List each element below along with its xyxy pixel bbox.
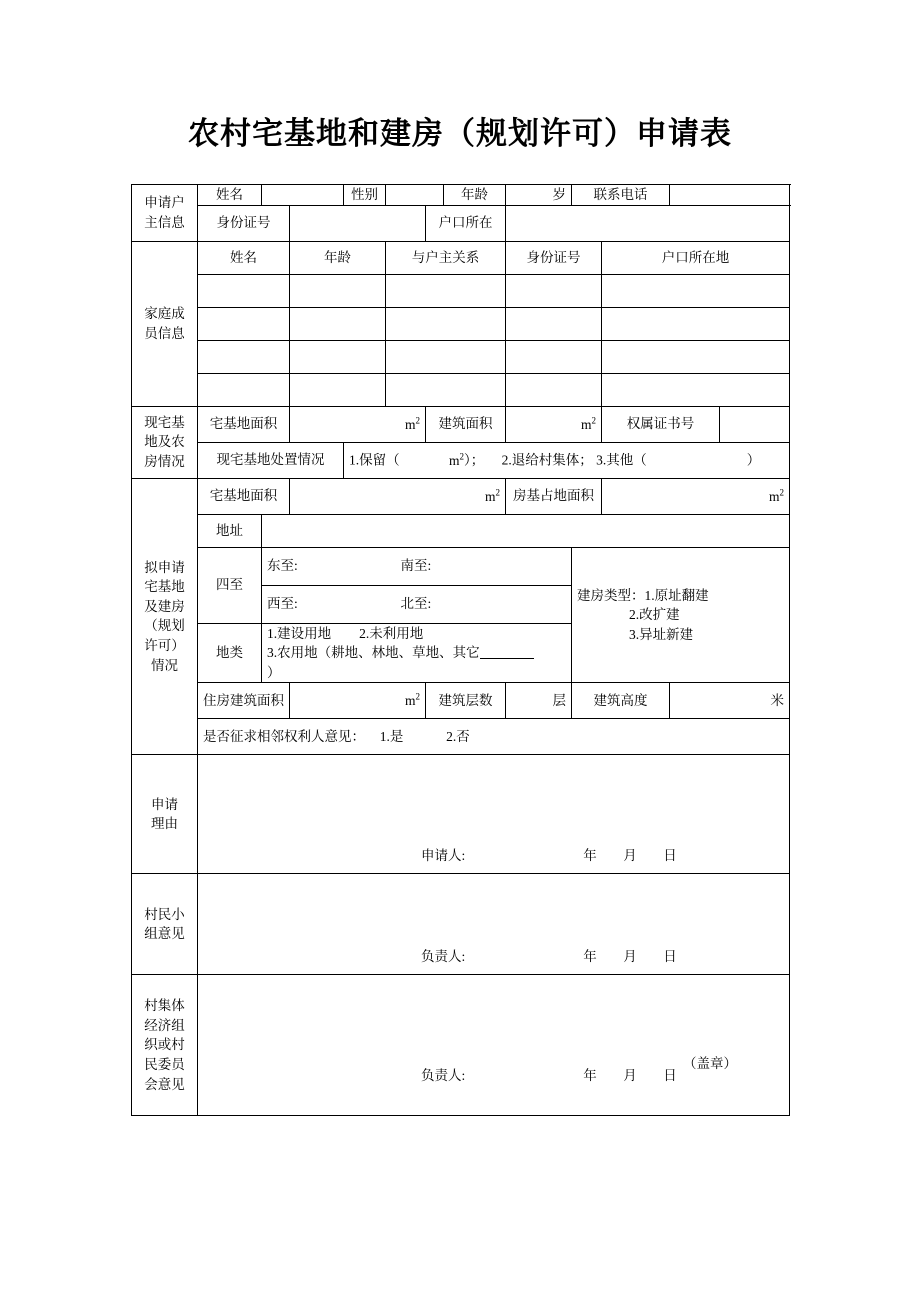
table-row [132, 205, 790, 241]
label-building-height: 建筑高度 [572, 683, 670, 719]
section-label-family-members: 家庭成 员信息 [132, 241, 198, 406]
label-proposed-address: 地址 [198, 514, 262, 547]
field-applicant-name[interactable] [262, 185, 344, 206]
date-month-label: 月 [623, 847, 638, 863]
label-proposed-homestead-area: 宅基地面积 [198, 478, 290, 514]
field-member-relation[interactable] [386, 307, 506, 340]
field-boundary-east-south[interactable] [262, 547, 572, 585]
options-neighbor-consent[interactable] [198, 719, 790, 755]
table-row [132, 185, 790, 206]
field-existing-building-area[interactable] [506, 406, 602, 442]
land-type-line-2 [267, 643, 566, 663]
build-type-options[interactable] [572, 547, 790, 683]
field-member-age[interactable] [290, 274, 386, 307]
table-row [132, 340, 790, 373]
field-certificate-number[interactable] [720, 406, 790, 442]
field-building-height[interactable] [670, 683, 790, 719]
application-reason-signature-row [203, 846, 784, 866]
label-applicant-residence: 户口所在 [426, 205, 506, 241]
unit-square-meter: $m^2$ [484, 487, 500, 504]
table-row [132, 719, 790, 755]
disposal-option-other: 3.其他（ [596, 452, 647, 468]
boundary-east-label: 东至: [267, 558, 298, 574]
unit-floor: 层 [552, 692, 566, 708]
boundary-north-label: 北至: [400, 596, 432, 612]
label-house-base-area: 房基占地面积 [506, 478, 602, 514]
table-row [132, 241, 790, 274]
field-member-name[interactable] [198, 274, 290, 307]
build-type-line-1 [577, 586, 784, 606]
field-member-residence[interactable] [602, 373, 790, 406]
field-member-relation[interactable] [386, 373, 506, 406]
table-row [132, 975, 790, 1116]
unit-square-meter: $m^2$ [404, 691, 420, 709]
field-member-age[interactable] [290, 307, 386, 340]
page-title: 农村宅基地和建房（规划许可）申请表 [188, 116, 732, 151]
field-member-age[interactable] [290, 340, 386, 373]
column-header-member-id: 身份证号 [506, 241, 602, 274]
build-type-option-2: 2.改扩建 [629, 607, 680, 623]
field-applicant-gender[interactable] [386, 185, 444, 206]
field-house-base-area[interactable] [602, 478, 790, 514]
application-form-table [131, 184, 790, 1116]
table-row [132, 373, 790, 406]
label-boundaries: 四至 [198, 547, 262, 623]
label-existing-building-area: 建筑面积 [426, 406, 506, 442]
field-villager-group-opinion[interactable] [198, 874, 790, 975]
column-header-member-residence: 户口所在地 [602, 241, 790, 274]
label-applicant-name: 姓名 [198, 185, 262, 206]
unit-meter: 米 [770, 692, 784, 708]
village-collective-date [583, 1066, 677, 1086]
disposal-option-other-close: ） [746, 452, 761, 468]
label-building-floors: 建筑层数 [426, 683, 506, 719]
column-header-member-relation: 与户主关系 [386, 241, 506, 274]
date-year-label: 年 [583, 1067, 598, 1083]
disposal-option-keep: 1.保留（ [349, 452, 400, 468]
table-row [132, 874, 790, 975]
field-member-residence[interactable] [602, 340, 790, 373]
build-type-label: 建房类型： [577, 587, 645, 603]
field-application-reason[interactable] [198, 755, 790, 874]
date-day-label: 日 [663, 847, 678, 863]
date-year-label: 年 [583, 847, 598, 863]
field-member-id[interactable] [506, 274, 602, 307]
field-member-id[interactable] [506, 373, 602, 406]
build-type-option-1: 1.原址翻建 [644, 587, 709, 603]
label-applicant-gender: 性别 [344, 185, 386, 206]
field-applicant-id[interactable] [290, 205, 426, 241]
section-label-applicant-household: 申请户 主信息 [132, 185, 198, 242]
table-row [132, 307, 790, 340]
date-month-label: 月 [623, 1067, 638, 1083]
label-existing-homestead-area: 宅基地面积 [198, 406, 290, 442]
date-month-label: 月 [623, 948, 638, 964]
field-member-relation[interactable] [386, 340, 506, 373]
land-type-line-3: ） [267, 664, 281, 680]
field-applicant-residence[interactable] [506, 205, 790, 241]
label-collective-leader-signature: 负责人: [421, 1067, 466, 1083]
seal-placeholder: （盖章） [683, 1055, 737, 1071]
unit-square-meter: $m^2$ [449, 451, 465, 468]
villager-group-date [583, 947, 677, 967]
field-member-id[interactable] [506, 307, 602, 340]
unit-square-meter: $m^2$ [580, 415, 596, 432]
options-homestead-disposal[interactable] [344, 442, 790, 478]
table-row [132, 547, 790, 585]
field-building-floors[interactable] [506, 683, 572, 719]
land-type-option-3: 3.农用地（耕地、林地、草地、其它 [267, 645, 480, 661]
field-member-residence[interactable] [602, 307, 790, 340]
section-label-village-collective-opinion: 村集体 经济组 织或村 民委员 会意见 [132, 975, 198, 1116]
label-group-leader-signature: 负责人: [421, 948, 466, 964]
unit-square-meter: $m^2$ [768, 487, 784, 504]
unit-square-meter: $m^2$ [404, 415, 420, 432]
table-row [132, 442, 790, 478]
table-row [132, 514, 790, 547]
label-housing-building-area: 住房建筑面积 [198, 683, 290, 719]
label-certificate-number: 权属证书号 [602, 406, 720, 442]
section-label-existing-homestead: 现宅基 地及农 房情况 [132, 406, 198, 478]
land-type-line-1 [267, 624, 566, 644]
field-member-residence[interactable] [602, 274, 790, 307]
boundary-south-label: 南至: [400, 558, 432, 574]
neighbor-consent-option-no: 2.否 [446, 728, 470, 744]
village-collective-signature-row [203, 1066, 784, 1086]
column-header-member-name: 姓名 [198, 241, 290, 274]
field-member-id[interactable] [506, 340, 602, 373]
field-member-name[interactable] [198, 340, 290, 373]
section-label-application-reason: 申请 理由 [132, 755, 198, 874]
table-row [132, 274, 790, 307]
build-type-option-3: 3.异址新建 [629, 626, 694, 642]
table-row [132, 683, 790, 719]
disposal-option-return: 2.退给村集体； [501, 452, 593, 468]
table-row [132, 478, 790, 514]
field-applicant-phone[interactable] [670, 185, 790, 206]
villager-group-signature-row [203, 947, 784, 967]
column-header-member-age: 年龄 [290, 241, 386, 274]
boundary-west-label: 西至: [267, 596, 298, 612]
disposal-option-keep-close: ）； [464, 452, 485, 468]
land-type-option-1: 1.建设用地 [267, 625, 332, 641]
label-applicant-phone: 联系电话 [572, 185, 670, 206]
date-year-label: 年 [583, 948, 598, 964]
field-member-age[interactable] [290, 373, 386, 406]
field-existing-homestead-area[interactable] [290, 406, 426, 442]
label-applicant-signature: 申请人: [421, 847, 466, 863]
field-member-name[interactable] [198, 373, 290, 406]
field-member-relation[interactable] [386, 274, 506, 307]
label-applicant-age: 年龄 [444, 185, 506, 206]
field-applicant-age[interactable] [506, 185, 572, 206]
label-neighbor-consent: 是否征求相邻权利人意见： [203, 728, 365, 744]
land-type-option-2: 2.未利用地 [359, 625, 424, 641]
field-proposed-homestead-area[interactable] [290, 478, 506, 514]
section-label-villager-group-opinion: 村民小 组意见 [132, 874, 198, 975]
options-land-type[interactable] [262, 623, 572, 683]
table-row [132, 755, 790, 874]
applicant-age-unit: 岁 [552, 187, 566, 202]
date-day-label: 日 [663, 948, 678, 964]
table-row [132, 406, 790, 442]
label-land-type: 地类 [198, 623, 262, 683]
field-boundary-west-north[interactable] [262, 585, 572, 623]
field-housing-building-area[interactable] [290, 683, 426, 719]
land-type-other-blank[interactable] [480, 645, 534, 659]
application-reason-date [583, 846, 677, 866]
label-applicant-id: 身份证号 [198, 205, 290, 241]
label-homestead-disposal: 现宅基地处置情况 [198, 442, 344, 478]
field-village-collective-opinion[interactable] [198, 975, 790, 1116]
date-day-label: 日 [663, 1067, 678, 1083]
field-member-name[interactable] [198, 307, 290, 340]
neighbor-consent-option-yes: 1.是 [379, 728, 404, 744]
field-proposed-address[interactable] [262, 514, 790, 547]
section-label-proposed-homestead: 拟申请 宅基地 及建房 （规划 许可） 情况 [132, 478, 198, 755]
